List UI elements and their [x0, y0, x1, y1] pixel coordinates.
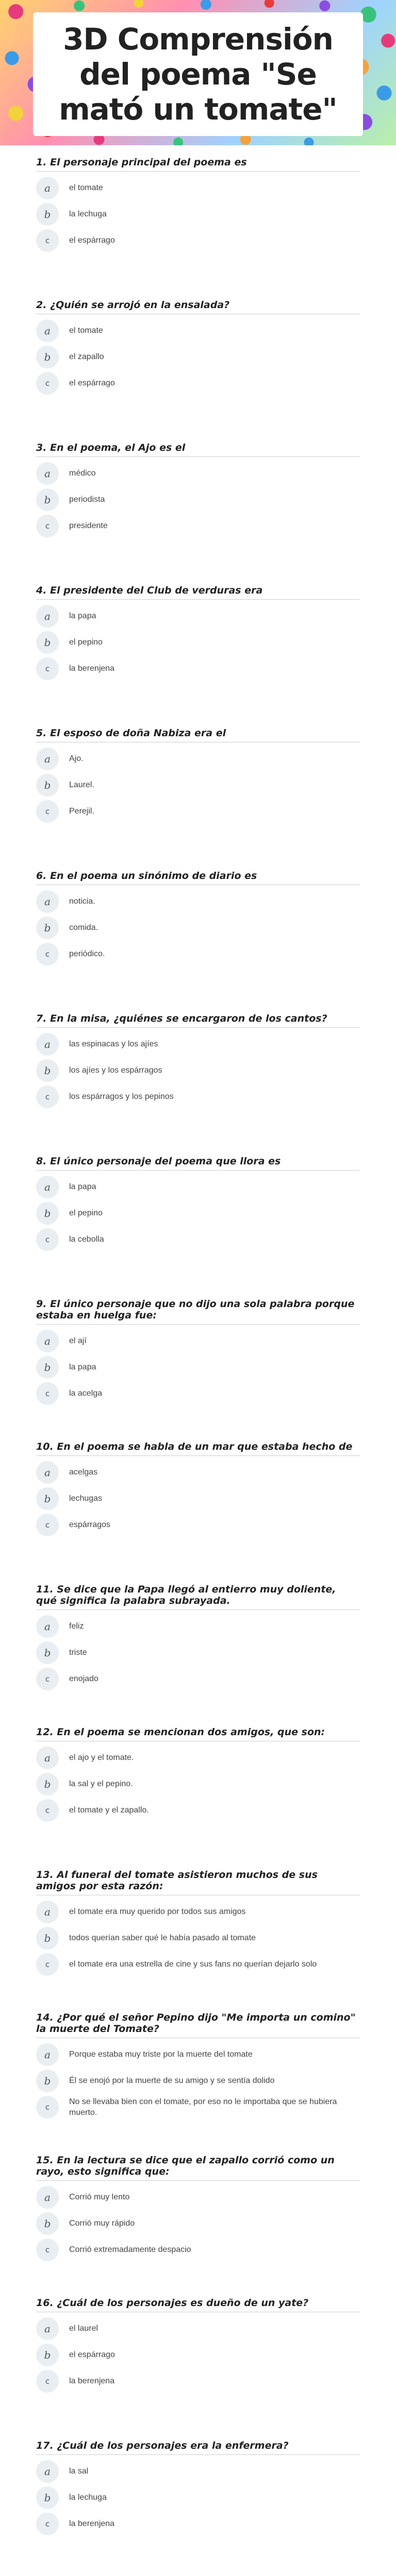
question-title: 9. El único personaje que no dijo una sola palabra porque estaba en huelga fue:	[36, 1298, 360, 1325]
question-2	[36, 293, 360, 436]
option-letter-badge: c	[36, 1382, 59, 1405]
option-letter-badge: b	[36, 631, 59, 654]
option-text: Perejil.	[69, 807, 94, 816]
option-letter-badge: c	[36, 657, 59, 680]
option-letter-badge: c	[36, 2239, 59, 2261]
question-title: 1. El personaje principal del poema es	[36, 157, 360, 172]
answer-option-c[interactable]	[36, 2236, 360, 2263]
answer-option-a[interactable]	[36, 1174, 360, 1200]
answer-option-b[interactable]	[36, 486, 360, 513]
title-box	[33, 12, 363, 136]
option-letter-badge: b	[36, 488, 59, 511]
question-11	[36, 1578, 360, 1720]
option-text: feliz	[69, 1622, 84, 1631]
answer-option-a[interactable]	[36, 1899, 360, 1925]
option-text: la sal	[69, 2467, 89, 2476]
question-10	[36, 1435, 360, 1578]
option-text: el tomate era una estrella de cine y sus fans no querían dejarlo solo	[69, 1960, 317, 1969]
option-text: la berenjena	[69, 2519, 115, 2528]
option-letter-badge: a	[36, 2186, 59, 2209]
option-text: la berenjena	[69, 664, 115, 673]
option-letter-badge: a	[36, 1330, 59, 1352]
answer-option-c[interactable]	[36, 1512, 360, 1538]
option-letter-badge: c	[36, 800, 59, 823]
option-letter-badge: b	[36, 774, 59, 796]
answer-option-a[interactable]	[36, 2315, 360, 2342]
option-text: el tomate era muy querido por todos sus amigos	[69, 1907, 246, 1916]
option-letter-badge: b	[36, 203, 59, 226]
answer-option-a[interactable]	[36, 317, 360, 344]
option-text: espárragos	[69, 1520, 111, 1529]
option-text: la lechuga	[69, 2493, 107, 2502]
answer-option-b[interactable]	[36, 1771, 360, 1797]
option-text: el ajo y el tomate.	[69, 1753, 134, 1762]
answer-option-a[interactable]	[36, 745, 360, 772]
question-8	[36, 1149, 360, 1292]
page-title: 3D Comprensión del poema "Se mató un tomate"	[59, 22, 337, 127]
option-text: No se llevaba bien con el tomate, por eso no le importaba que se hubiera muerto.	[69, 2097, 337, 2117]
answer-option-b[interactable]	[36, 772, 360, 798]
option-text: Corrió extremadamente despacio	[69, 2245, 191, 2254]
answer-option-c[interactable]	[36, 655, 360, 682]
option-letter-badge: b	[36, 2070, 59, 2092]
option-letter-badge: c	[36, 1228, 59, 1251]
option-text: triste	[69, 1648, 87, 1657]
option-letter-badge: a	[36, 605, 59, 628]
question-title: 16. ¿Cuál de los personajes es dueño de un yate?	[36, 2297, 360, 2312]
question-6	[36, 864, 360, 1007]
option-text: periodista	[69, 495, 105, 504]
question-12	[36, 1720, 360, 1863]
question-title: 12. En el poema se mencionan dos amigos, que son:	[36, 1726, 360, 1741]
answer-option-c[interactable]	[36, 227, 360, 253]
option-text: la papa	[69, 1182, 96, 1191]
option-letter-badge: c	[36, 1514, 59, 1536]
answer-option-a[interactable]	[36, 1744, 360, 1771]
option-text: el pepino	[69, 638, 103, 647]
option-text: comida.	[69, 923, 98, 932]
question-title: 3. En el poema, el Ajo es el	[36, 442, 360, 457]
question-13	[36, 1863, 360, 2006]
option-letter-badge: a	[36, 1901, 59, 1923]
option-letter-badge: c	[36, 943, 59, 965]
option-text: el espárrago	[69, 2350, 115, 2359]
option-letter-badge: b	[36, 917, 59, 939]
option-letter-badge: b	[36, 1641, 59, 1664]
option-text: la sal y el pepino.	[69, 1780, 133, 1788]
option-text: la cebolla	[69, 1235, 104, 1244]
question-3	[36, 436, 360, 579]
answer-option-a[interactable]	[36, 603, 360, 629]
option-text: el espárrago	[69, 379, 115, 387]
question-title: 17. ¿Cuál de los personajes era la enfermera?	[36, 2440, 360, 2455]
answer-option-a[interactable]	[36, 2184, 360, 2210]
option-text: los ajíes y los espárragos	[69, 1066, 162, 1075]
answer-option-b[interactable]	[36, 201, 360, 227]
option-letter-badge: b	[36, 1202, 59, 1225]
option-text: la acelga	[69, 1389, 103, 1398]
option-text: el tomate	[69, 326, 103, 335]
option-letter-badge: c	[36, 372, 59, 395]
option-letter-badge: c	[36, 229, 59, 252]
option-letter-badge: a	[36, 319, 59, 342]
option-letter-badge: b	[36, 346, 59, 368]
option-letter-badge: c	[36, 515, 59, 537]
answer-option-b[interactable]	[36, 2210, 360, 2236]
option-letter-badge: b	[36, 1059, 59, 1082]
option-letter-badge: b	[36, 2344, 59, 2366]
answer-option-a[interactable]	[36, 175, 360, 201]
option-letter-badge: a	[36, 748, 59, 770]
option-text: el tomate	[69, 183, 103, 192]
question-title: 4. El presidente del Club de verduras era	[36, 585, 360, 600]
question-14	[36, 2006, 360, 2148]
answer-option-a[interactable]	[36, 1328, 360, 1354]
quiz-list	[36, 145, 360, 2576]
answer-option-b[interactable]	[36, 1354, 360, 1380]
answer-option-b[interactable]	[36, 2342, 360, 2368]
answer-option-b[interactable]	[36, 1057, 360, 1083]
question-title: 13. Al funeral del tomate asistieron muchos de sus amigos por esta razón:	[36, 1869, 360, 1895]
question-title: 2. ¿Quién se arrojó en la ensalada?	[36, 299, 360, 314]
question-7	[36, 1007, 360, 1149]
option-letter-badge: a	[36, 1747, 59, 1769]
option-letter-badge: a	[36, 1615, 59, 1638]
option-letter-badge: a	[36, 1461, 59, 1484]
option-text: Laurel.	[69, 781, 94, 789]
answer-option-a[interactable]	[36, 1031, 360, 1057]
option-letter-badge: b	[36, 2486, 59, 2509]
option-letter-badge: a	[36, 1176, 59, 1198]
question-title: 8. El único personaje del poema que llora es	[36, 1156, 360, 1171]
option-text: todos querían saber qué le había pasado al tomate	[69, 1934, 256, 1942]
option-text: noticia.	[69, 897, 95, 906]
option-letter-badge: a	[36, 1033, 59, 1056]
option-letter-badge: c	[36, 1668, 59, 1690]
option-text: el espárrago	[69, 236, 115, 245]
option-text: presidente	[69, 521, 108, 530]
option-text: la berenjena	[69, 2377, 115, 2385]
answer-option-c[interactable]	[36, 798, 360, 824]
option-text: Porque estaba muy triste por la muerte del tomate	[69, 2050, 253, 2059]
question-title: 7. En la misa, ¿quiénes se encargaron de los cantos?	[36, 1013, 360, 1028]
option-text: médico	[69, 469, 96, 478]
question-4	[36, 579, 360, 721]
question-15	[36, 2148, 360, 2291]
option-text: el laurel	[69, 2324, 98, 2333]
option-letter-badge: a	[36, 2317, 59, 2340]
option-text: acelgas	[69, 1468, 98, 1477]
option-letter-badge: a	[36, 177, 59, 199]
answer-option-b[interactable]	[36, 2484, 360, 2511]
option-text: Corrió muy lento	[69, 2193, 130, 2201]
option-text: el ají	[69, 1336, 87, 1345]
answer-option-c[interactable]	[36, 2368, 360, 2394]
option-text: las espinacas y los ajíes	[69, 1040, 158, 1048]
option-letter-badge: b	[36, 1356, 59, 1379]
header-banner	[0, 0, 396, 145]
option-text: el tomate y el zapallo.	[69, 1806, 149, 1815]
question-5	[36, 721, 360, 864]
answer-option-c[interactable]	[36, 2511, 360, 2537]
answer-option-a[interactable]	[36, 1613, 360, 1639]
option-letter-badge: c	[36, 1799, 59, 1822]
answer-option-c[interactable]	[36, 941, 360, 967]
option-letter-badge: c	[36, 2370, 59, 2393]
option-text: el zapallo	[69, 352, 104, 361]
answer-option-c[interactable]	[36, 513, 360, 539]
answer-option-b[interactable]	[36, 1639, 360, 1666]
answer-option-a[interactable]	[36, 1459, 360, 1485]
answer-option-c[interactable]	[36, 1226, 360, 1252]
question-title: 14. ¿Por qué el señor Pepino dijo "Me importa un comino" la muerte del Tomate?	[36, 2012, 360, 2038]
question-title: 5. El esposo de doña Nabiza era el	[36, 727, 360, 742]
question-16	[36, 2291, 360, 2434]
option-letter-badge: c	[36, 2096, 59, 2119]
answer-option-b[interactable]	[36, 1925, 360, 1951]
option-letter-badge: a	[36, 2043, 59, 2066]
answer-option-c[interactable]	[36, 1083, 360, 1110]
answer-option-c[interactable]	[36, 370, 360, 396]
answer-option-c[interactable]	[36, 2094, 360, 2120]
option-text: los espárragos y los pepinos	[69, 1092, 174, 1101]
answer-option-a[interactable]	[36, 888, 360, 914]
option-letter-badge: c	[36, 2513, 59, 2535]
option-text: enojado	[69, 1674, 98, 1683]
option-letter-badge: b	[36, 2212, 59, 2235]
option-letter-badge: c	[36, 1086, 59, 1108]
question-title: 15. En la lectura se dice que el zapallo corrió como un rayo, esto significa que:	[36, 2155, 360, 2181]
answer-option-a[interactable]	[36, 2458, 360, 2484]
answer-option-b[interactable]	[36, 2067, 360, 2094]
option-text: el pepino	[69, 1209, 103, 1217]
option-text: lechugas	[69, 1494, 103, 1503]
answer-option-b[interactable]	[36, 1485, 360, 1512]
option-letter-badge: a	[36, 462, 59, 485]
answer-option-a[interactable]	[36, 460, 360, 486]
option-letter-badge: b	[36, 1927, 59, 1950]
question-title: 11. Se dice que la Papa llegó al entierro muy doliente, qué significa la palabra subrayada.	[36, 1584, 360, 1610]
answer-option-b[interactable]	[36, 344, 360, 370]
option-text: Él se enojó por la muerte de su amigo y se sentía dolido	[69, 2076, 275, 2085]
question-1	[36, 150, 360, 293]
answer-option-c[interactable]	[36, 1380, 360, 1406]
option-text: periódico.	[69, 950, 105, 958]
answer-option-a[interactable]	[36, 2041, 360, 2067]
option-letter-badge: b	[36, 1773, 59, 1795]
question-9	[36, 1292, 360, 1435]
option-text: Corrió muy rápido	[69, 2219, 135, 2228]
option-text: la papa	[69, 1363, 96, 1371]
answer-option-b[interactable]	[36, 914, 360, 941]
answer-option-c[interactable]	[36, 1951, 360, 1977]
answer-option-c[interactable]	[36, 1797, 360, 1823]
option-letter-badge: c	[36, 1953, 59, 1976]
option-letter-badge: a	[36, 890, 59, 913]
answer-option-c[interactable]	[36, 1666, 360, 1692]
question-title: 10. En el poema se habla de un mar que estaba hecho de	[36, 1441, 360, 1456]
answer-option-b[interactable]	[36, 629, 360, 655]
option-letter-badge: b	[36, 1487, 59, 1510]
answer-option-b[interactable]	[36, 1200, 360, 1226]
option-letter-badge: a	[36, 2460, 59, 2483]
question-17	[36, 2434, 360, 2576]
option-text: la lechuga	[69, 210, 107, 218]
option-text: la papa	[69, 612, 96, 620]
question-title: 6. En el poema un sinónimo de diario es	[36, 870, 360, 885]
option-text: Ajo.	[69, 754, 84, 763]
